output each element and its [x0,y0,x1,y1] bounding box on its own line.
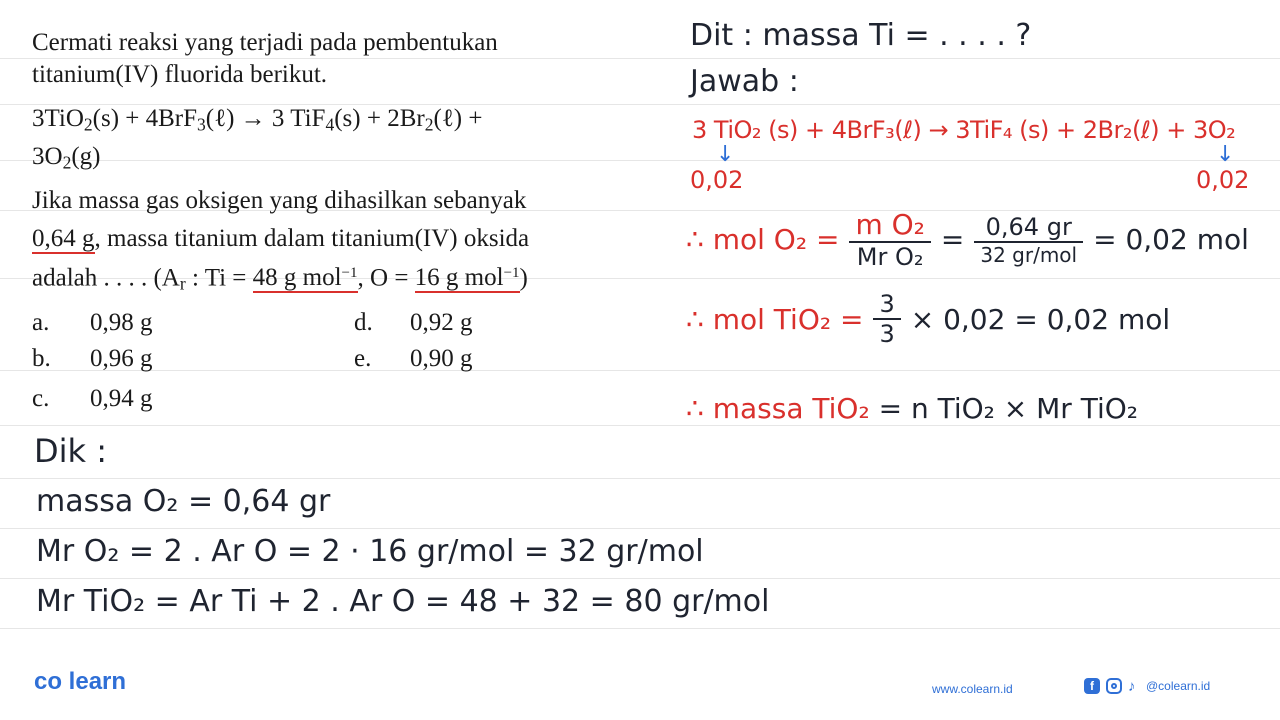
highlight-mass: 0,64 g [32,225,95,252]
ar-ti: 48 g mol [252,264,342,292]
reaction-equation [32,104,482,139]
rule-line [0,578,1280,579]
rule-line [0,370,1280,371]
mol-tio2-row [686,290,1170,348]
reaction-equation-cont [32,142,100,177]
eq-part: 3TiO [32,105,84,132]
eq-sub: 3 [197,114,206,135]
ar-o: 16 g mol [414,264,504,292]
facebook-icon[interactable]: f [1084,678,1100,694]
mol-o2-fraction-values [974,213,1083,267]
frac-den: 3 [879,320,895,348]
option-key: c. [32,385,50,412]
option-value: 0,98 g [90,309,153,336]
sup: −1 [503,265,520,281]
eq-sub: 2 [424,114,434,135]
dik-row-1: massa O₂ = 0,64 gr [36,484,331,519]
o2-value: 0,02 [1196,166,1250,194]
dik-row-2: Mr O₂ = 2 . Ar O = 2 · 16 gr/mol = 32 gr/mol [36,534,704,569]
footer-url[interactable]: www.colearn.id [932,682,1013,696]
mol-tio2-label: ∴ mol TiO₂ = [686,302,864,336]
instagram-icon[interactable] [1106,678,1122,694]
dik-row-3: Mr TiO₂ = Ar Ti + 2 . Ar O = 48 + 32 = 80 gr/mol [36,584,770,619]
mol-tio2-fraction [873,290,900,348]
eq-part: (ℓ) + [433,105,483,132]
question-text: , O = [357,264,415,292]
mol-o2-row [686,208,1249,271]
jawab-label: Jawab : [690,64,799,99]
rule-line [0,528,1280,529]
mol-tio2-result: × 0,02 = 0,02 mol [910,302,1171,336]
colearn-logo: co learn [34,668,127,695]
answer-reaction: 3 TiO₂ (s) + 4BrF₃(ℓ) → 3TiF₄ (s) + 2Br₂(ℓ) + 3O₂ [692,116,1236,144]
option-key: a. [32,309,50,336]
dit-line: Dit : massa Ti = . . . . ? [690,18,1032,53]
massa-formula: = n TiO₂ × Mr TiO₂ [878,392,1138,425]
option-key: e. [354,345,372,372]
footer-social [1084,678,1210,694]
option-key: b. [32,345,51,372]
frac-num: 3 [873,290,900,320]
highlight-ar-ti [253,264,358,293]
question-line-6 [32,258,528,299]
mol-o2-result: = 0,02 mol [1093,223,1249,256]
highlight-ar-o [415,264,520,293]
eq-part: (s) + 4BrF [92,105,198,132]
eq-sub: 2 [83,114,93,135]
option-a[interactable] [32,308,153,338]
option-value: 0,92 g [410,309,473,336]
frac-num: m O₂ [849,208,930,243]
rule-line [0,425,1280,426]
rule-line [0,160,1280,161]
option-d[interactable] [354,308,473,338]
rule-line [0,58,1280,59]
mol-o2-label: ∴ mol O₂ = [686,223,840,256]
sup: −1 [341,265,358,281]
tiktok-icon[interactable]: ♪ [1128,678,1136,695]
option-value: 0,94 g [90,385,153,412]
eq-part: 3O [32,143,63,170]
tio2-value: 0,02 [690,166,744,194]
frac-den: Mr O₂ [856,243,924,271]
rule-line [0,628,1280,629]
arrow-down-icon: ↓ [716,142,735,167]
question-line-1: Cermati reaksi yang terjadi pada pembentukan [32,29,498,56]
rule-line [0,478,1280,479]
option-value: 0,96 g [90,345,153,372]
eq-sub: 4 [325,114,335,135]
equals: = [940,223,965,256]
mol-o2-fraction [849,208,930,271]
ar-sub: r [179,273,186,294]
option-e[interactable] [354,344,473,374]
massa-tio2-row [686,392,1138,425]
option-value: 0,90 g [410,345,473,372]
eq-part: (s) + 2Br [334,105,425,132]
dik-title: Dik : [34,432,108,470]
option-c[interactable] [32,384,153,414]
arrow-down-icon: ↓ [1216,142,1235,167]
frac-num: 0,64 gr [974,213,1083,243]
question-text: ) [519,264,528,292]
question-line-2: titanium(IV) fluorida berikut. [32,61,328,88]
eq-sub: 2 [62,152,72,173]
massa-label: ∴ massa TiO₂ [686,392,870,425]
question-text: adalah . . . . (A [32,264,180,292]
eq-part: (g) [71,143,101,170]
option-key: d. [354,309,373,336]
question-line-5 [32,224,529,254]
eq-part: (ℓ) → 3 TiF [205,105,326,132]
frac-den: 32 gr/mol [980,242,1078,267]
question-text: : Ti = [185,264,253,292]
question-line-4: Jika massa gas oksigen yang dihasilkan sebanyak [32,187,527,214]
footer-handle[interactable]: @colearn.id [1146,679,1211,693]
question-text: , massa titanium dalam titanium(IV) oksida [94,225,530,252]
option-b[interactable] [32,344,153,374]
